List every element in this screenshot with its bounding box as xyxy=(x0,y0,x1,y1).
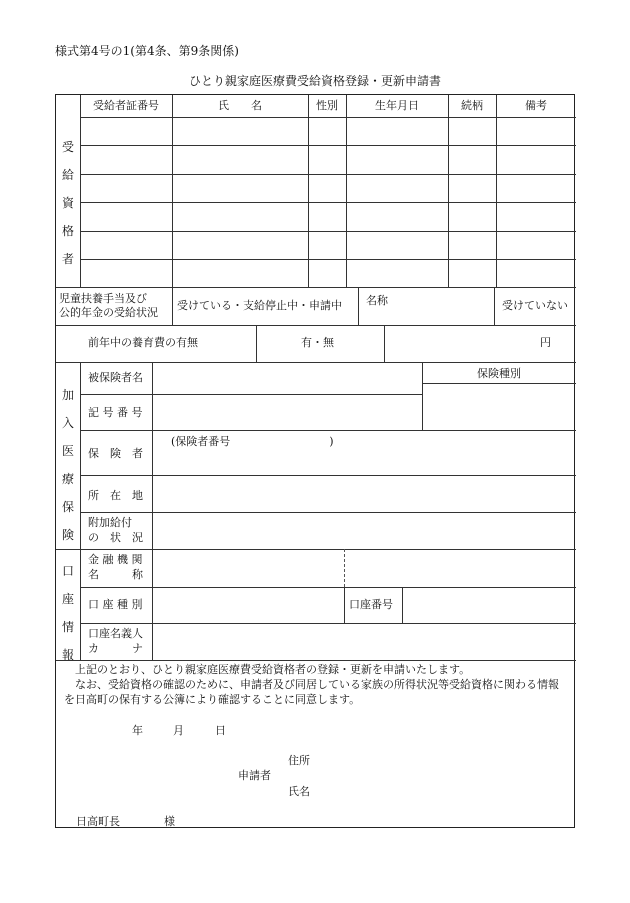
col-sex: 性別 xyxy=(316,99,338,112)
col-name: 氏 名 xyxy=(218,99,262,112)
table-row[interactable] xyxy=(80,231,576,232)
allowance-status-options[interactable]: 受けている・支給停止中・申請中 xyxy=(177,299,342,312)
statement-line-1: 上記のとおり、ひとり親家庭医療費受給資格者の登録・更新を申請いたします。 xyxy=(75,663,471,676)
not-receiving-option[interactable]: 受けていない xyxy=(502,299,568,312)
account-type-label: 口 座 種 別 xyxy=(88,598,143,611)
form-title: ひとり親家庭医療費受給資格登録・更新申請書 xyxy=(188,74,441,88)
table-row[interactable] xyxy=(80,174,576,175)
date-month[interactable]: 月 xyxy=(173,724,184,737)
support-label: 前年中の養育費の有無 xyxy=(88,336,198,349)
col-birthdate: 生年月日 xyxy=(375,99,419,112)
insurance-side-label: 加 入 医 療 保 険 xyxy=(61,388,74,542)
applicant-name-label: 氏名 xyxy=(288,785,310,798)
allowance-label-2: 公的年金の受給状況 xyxy=(59,306,158,319)
form-number: 様式第4号の1(第4条、第9条関係) xyxy=(55,44,239,58)
additional-benefit-label-2: の 状 況 xyxy=(88,531,143,544)
col-recipient-number: 受給者証番号 xyxy=(93,99,159,112)
applicant-label: 申請者 xyxy=(238,769,271,782)
support-choice[interactable]: 有・無 xyxy=(301,336,334,349)
bank-name-label-1: 金 融 機 関 xyxy=(88,553,143,566)
col-remarks: 備考 xyxy=(525,99,547,112)
application-form xyxy=(55,94,575,828)
table-row[interactable] xyxy=(80,202,576,203)
additional-benefit-label-1: 附加給付 xyxy=(88,516,132,529)
recipients-side-label: 受 給 資 格 者 xyxy=(61,140,74,266)
support-unit: 円 xyxy=(540,336,551,349)
insurer-number-label: (保険者番号 ) xyxy=(171,435,334,448)
allowance-label-1: 児童扶養手当及び xyxy=(59,292,147,305)
statement-line-2: なお、受給資格の確認のために、申請者及び同居している家族の所得状況等受給資格に関わる情報を日高町の保有する公簿により確認することに同意します。 xyxy=(64,678,559,706)
account-holder-label-1: 口座名義人 xyxy=(88,627,143,640)
insurer-label: 保 険 者 xyxy=(88,447,143,460)
bank-name-label-2: 名 称 xyxy=(88,568,143,581)
insurer-address-label: 所 在 地 xyxy=(88,489,143,502)
table-row[interactable] xyxy=(80,259,576,260)
applicant-address-label: 住所 xyxy=(288,754,310,767)
allowance-name-label: 名称 xyxy=(366,294,388,307)
col-relationship: 続柄 xyxy=(461,99,483,112)
insured-name-label: 被保険者名 xyxy=(88,371,143,384)
date-day[interactable]: 日 xyxy=(215,724,226,737)
account-holder-label-2: カ ナ xyxy=(88,642,143,655)
symbol-number-label: 記 号 番 号 xyxy=(88,406,143,419)
insurance-type-label: 保険種別 xyxy=(477,367,521,380)
account-side-label: 口 座 情 報 xyxy=(61,564,74,662)
addressee: 日高町長 xyxy=(76,815,120,828)
addressee-honorific: 様 xyxy=(164,815,175,828)
date-year[interactable]: 年 xyxy=(132,724,143,737)
account-number-label: 口座番号 xyxy=(349,598,393,611)
table-row[interactable] xyxy=(80,145,576,146)
